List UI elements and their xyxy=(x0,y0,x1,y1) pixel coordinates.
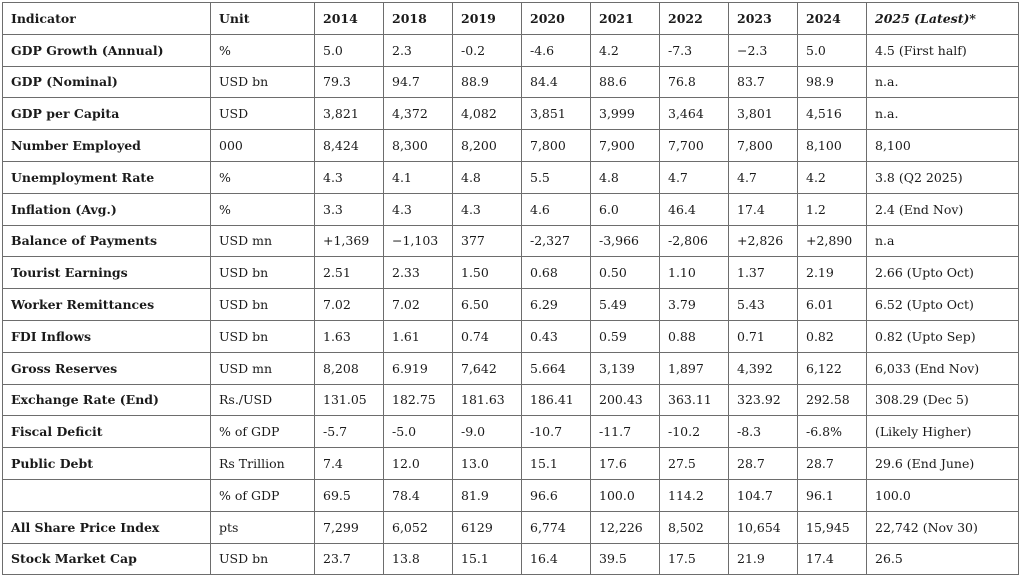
value-cell: 10,654 xyxy=(729,511,798,543)
value-cell: 6.0 xyxy=(591,193,660,225)
value-cell: -2,806 xyxy=(660,225,729,257)
header-cell-year: 2024 xyxy=(798,3,867,35)
indicator-cell: Worker Remittances xyxy=(3,289,211,321)
value-cell: 17.4 xyxy=(798,543,867,575)
value-cell: 4.2 xyxy=(591,34,660,66)
latest-value-cell: (Likely Higher) xyxy=(867,416,1019,448)
indicator-cell: All Share Price Index xyxy=(3,511,211,543)
value-cell: 6.919 xyxy=(384,352,453,384)
value-cell: 4,082 xyxy=(453,98,522,130)
value-cell: 28.7 xyxy=(729,448,798,480)
value-cell: 4,372 xyxy=(384,98,453,130)
table-row xyxy=(3,257,1019,289)
value-cell: 6129 xyxy=(453,511,522,543)
value-cell: -6.8% xyxy=(798,416,867,448)
header-cell-year: 2020 xyxy=(522,3,591,35)
value-cell: 3,464 xyxy=(660,98,729,130)
value-cell: 39.5 xyxy=(591,543,660,575)
value-cell: -9.0 xyxy=(453,416,522,448)
value-cell: 17.4 xyxy=(729,193,798,225)
value-cell: 88.6 xyxy=(591,66,660,98)
value-cell: 4.3 xyxy=(384,193,453,225)
value-cell: 98.9 xyxy=(798,66,867,98)
value-cell: 4.2 xyxy=(798,161,867,193)
latest-value-cell: 6,033 (End Nov) xyxy=(867,352,1019,384)
indicator-cell: Fiscal Deficit xyxy=(3,416,211,448)
value-cell: -10.2 xyxy=(660,416,729,448)
table-row xyxy=(3,448,1019,480)
value-cell: 6,774 xyxy=(522,511,591,543)
latest-value-cell: 8,100 xyxy=(867,130,1019,162)
value-cell: 1.61 xyxy=(384,320,453,352)
value-cell: 2.19 xyxy=(798,257,867,289)
unit-cell: % of GDP xyxy=(211,479,315,511)
indicator-cell: FDI Inflows xyxy=(3,320,211,352)
value-cell: −1,103 xyxy=(384,225,453,257)
value-cell: 3,801 xyxy=(729,98,798,130)
value-cell: 83.7 xyxy=(729,66,798,98)
value-cell: -2,327 xyxy=(522,225,591,257)
value-cell: 79.3 xyxy=(315,66,384,98)
value-cell: 8,208 xyxy=(315,352,384,384)
value-cell: 3,139 xyxy=(591,352,660,384)
value-cell: 5.664 xyxy=(522,352,591,384)
value-cell: -10.7 xyxy=(522,416,591,448)
indicator-cell: GDP per Capita xyxy=(3,98,211,130)
value-cell: 0.74 xyxy=(453,320,522,352)
unit-cell: USD bn xyxy=(211,257,315,289)
value-cell: 7,800 xyxy=(729,130,798,162)
table-row xyxy=(3,130,1019,162)
unit-cell: % xyxy=(211,193,315,225)
value-cell: 84.4 xyxy=(522,66,591,98)
value-cell: 2.3 xyxy=(384,34,453,66)
value-cell: 7,700 xyxy=(660,130,729,162)
value-cell: 5.49 xyxy=(591,289,660,321)
value-cell: 0.68 xyxy=(522,257,591,289)
unit-cell: USD bn xyxy=(211,66,315,98)
header-cell-latest: 2025 (Latest)* xyxy=(867,3,1019,35)
value-cell: -3,966 xyxy=(591,225,660,257)
value-cell: 3,851 xyxy=(522,98,591,130)
latest-value-cell: 2.66 (Upto Oct) xyxy=(867,257,1019,289)
indicator-cell: Public Debt xyxy=(3,448,211,480)
value-cell: 1.50 xyxy=(453,257,522,289)
value-cell: 27.5 xyxy=(660,448,729,480)
table-row xyxy=(3,34,1019,66)
value-cell: 17.5 xyxy=(660,543,729,575)
value-cell: 8,100 xyxy=(798,130,867,162)
value-cell: 13.8 xyxy=(384,543,453,575)
value-cell: 4.7 xyxy=(660,161,729,193)
value-cell: 8,300 xyxy=(384,130,453,162)
indicator-cell: Gross Reserves xyxy=(3,352,211,384)
value-cell: 7.02 xyxy=(384,289,453,321)
unit-cell: USD bn xyxy=(211,543,315,575)
indicator-cell: Inflation (Avg.) xyxy=(3,193,211,225)
value-cell: 12,226 xyxy=(591,511,660,543)
value-cell: 363.11 xyxy=(660,384,729,416)
value-cell: 181.63 xyxy=(453,384,522,416)
value-cell: 46.4 xyxy=(660,193,729,225)
value-cell: 3,999 xyxy=(591,98,660,130)
indicator-cell: Exchange Rate (End) xyxy=(3,384,211,416)
table-row xyxy=(3,416,1019,448)
unit-cell: USD bn xyxy=(211,320,315,352)
latest-value-cell: 4.5 (First half) xyxy=(867,34,1019,66)
value-cell: +2,890 xyxy=(798,225,867,257)
value-cell: 4.6 xyxy=(522,193,591,225)
value-cell: 0.59 xyxy=(591,320,660,352)
value-cell: 186.41 xyxy=(522,384,591,416)
value-cell: 1.63 xyxy=(315,320,384,352)
value-cell: 6,122 xyxy=(798,352,867,384)
unit-cell: 000 xyxy=(211,130,315,162)
value-cell: 1.10 xyxy=(660,257,729,289)
value-cell: 5.0 xyxy=(315,34,384,66)
value-cell: 15.1 xyxy=(522,448,591,480)
value-cell: +1,369 xyxy=(315,225,384,257)
value-cell: 3.79 xyxy=(660,289,729,321)
value-cell: 12.0 xyxy=(384,448,453,480)
latest-value-cell: 29.6 (End June) xyxy=(867,448,1019,480)
indicator-cell xyxy=(3,479,211,511)
latest-value-cell: n.a xyxy=(867,225,1019,257)
value-cell: 4.8 xyxy=(453,161,522,193)
value-cell: 23.7 xyxy=(315,543,384,575)
unit-cell: % of GDP xyxy=(211,416,315,448)
value-cell: 292.58 xyxy=(798,384,867,416)
value-cell: -4.6 xyxy=(522,34,591,66)
value-cell: 16.4 xyxy=(522,543,591,575)
value-cell: -7.3 xyxy=(660,34,729,66)
header-cell-year: 2022 xyxy=(660,3,729,35)
value-cell: 0.43 xyxy=(522,320,591,352)
header-cell-year: 2014 xyxy=(315,3,384,35)
value-cell: 21.9 xyxy=(729,543,798,575)
indicator-cell: GDP (Nominal) xyxy=(3,66,211,98)
value-cell: 15,945 xyxy=(798,511,867,543)
unit-cell: Rs./USD xyxy=(211,384,315,416)
value-cell: +2,826 xyxy=(729,225,798,257)
value-cell: 7.4 xyxy=(315,448,384,480)
value-cell: 7.02 xyxy=(315,289,384,321)
unit-cell: USD xyxy=(211,98,315,130)
header-cell-year: 2018 xyxy=(384,3,453,35)
table-row xyxy=(3,225,1019,257)
value-cell: 96.6 xyxy=(522,479,591,511)
value-cell: 1,897 xyxy=(660,352,729,384)
value-cell: 6.29 xyxy=(522,289,591,321)
indicator-table-wrapper xyxy=(2,2,1019,575)
value-cell: 0.82 xyxy=(798,320,867,352)
table-row xyxy=(3,352,1019,384)
header-cell-year: 2023 xyxy=(729,3,798,35)
value-cell: 131.05 xyxy=(315,384,384,416)
indicator-cell: GDP Growth (Annual) xyxy=(3,34,211,66)
value-cell: 7,642 xyxy=(453,352,522,384)
table-row xyxy=(3,98,1019,130)
value-cell: 4.7 xyxy=(729,161,798,193)
value-cell: 4,516 xyxy=(798,98,867,130)
value-cell: 69.5 xyxy=(315,479,384,511)
value-cell: 377 xyxy=(453,225,522,257)
latest-value-cell: 6.52 (Upto Oct) xyxy=(867,289,1019,321)
value-cell: 2.51 xyxy=(315,257,384,289)
value-cell: 76.8 xyxy=(660,66,729,98)
value-cell: −2.3 xyxy=(729,34,798,66)
value-cell: 8,502 xyxy=(660,511,729,543)
table-row xyxy=(3,511,1019,543)
indicator-cell: Unemployment Rate xyxy=(3,161,211,193)
indicator-cell: Tourist Earnings xyxy=(3,257,211,289)
table-row xyxy=(3,66,1019,98)
value-cell: 6.50 xyxy=(453,289,522,321)
value-cell: 6.01 xyxy=(798,289,867,321)
value-cell: 4,392 xyxy=(729,352,798,384)
value-cell: 4.8 xyxy=(591,161,660,193)
value-cell: 0.50 xyxy=(591,257,660,289)
indicator-cell: Stock Market Cap xyxy=(3,543,211,575)
unit-cell: Rs Trillion xyxy=(211,448,315,480)
value-cell: 4.1 xyxy=(384,161,453,193)
value-cell: 7,900 xyxy=(591,130,660,162)
latest-value-cell: n.a. xyxy=(867,66,1019,98)
value-cell: 114.2 xyxy=(660,479,729,511)
header-cell-year: 2019 xyxy=(453,3,522,35)
value-cell: 104.7 xyxy=(729,479,798,511)
value-cell: 78.4 xyxy=(384,479,453,511)
value-cell: -0.2 xyxy=(453,34,522,66)
table-header-row xyxy=(3,3,1019,35)
latest-value-cell: 26.5 xyxy=(867,543,1019,575)
value-cell: 182.75 xyxy=(384,384,453,416)
unit-cell: USD bn xyxy=(211,289,315,321)
value-cell: 2.33 xyxy=(384,257,453,289)
latest-value-cell: n.a. xyxy=(867,98,1019,130)
header-cell-indicator: Indicator xyxy=(3,3,211,35)
table-row xyxy=(3,289,1019,321)
economic-indicators-table xyxy=(2,2,1019,575)
value-cell: 5.5 xyxy=(522,161,591,193)
value-cell: 6,052 xyxy=(384,511,453,543)
value-cell: 3.3 xyxy=(315,193,384,225)
value-cell: -5.0 xyxy=(384,416,453,448)
unit-cell: % xyxy=(211,161,315,193)
unit-cell: pts xyxy=(211,511,315,543)
value-cell: 15.1 xyxy=(453,543,522,575)
value-cell: 3,821 xyxy=(315,98,384,130)
latest-value-cell: 308.29 (Dec 5) xyxy=(867,384,1019,416)
table-body xyxy=(3,34,1019,575)
table-row xyxy=(3,320,1019,352)
value-cell: 88.9 xyxy=(453,66,522,98)
value-cell: 94.7 xyxy=(384,66,453,98)
value-cell: 4.3 xyxy=(453,193,522,225)
value-cell: 96.1 xyxy=(798,479,867,511)
value-cell: 5.0 xyxy=(798,34,867,66)
indicator-cell: Number Employed xyxy=(3,130,211,162)
value-cell: 200.43 xyxy=(591,384,660,416)
value-cell: 17.6 xyxy=(591,448,660,480)
value-cell: 1.37 xyxy=(729,257,798,289)
value-cell: 100.0 xyxy=(591,479,660,511)
table-row xyxy=(3,193,1019,225)
value-cell: 0.71 xyxy=(729,320,798,352)
value-cell: 8,424 xyxy=(315,130,384,162)
latest-value-cell: 100.0 xyxy=(867,479,1019,511)
table-row xyxy=(3,479,1019,511)
value-cell: 28.7 xyxy=(798,448,867,480)
unit-cell: USD mn xyxy=(211,352,315,384)
value-cell: 0.88 xyxy=(660,320,729,352)
value-cell: 5.43 xyxy=(729,289,798,321)
latest-value-cell: 0.82 (Upto Sep) xyxy=(867,320,1019,352)
value-cell: 4.3 xyxy=(315,161,384,193)
table-row xyxy=(3,161,1019,193)
value-cell: -8.3 xyxy=(729,416,798,448)
value-cell: 8,200 xyxy=(453,130,522,162)
value-cell: -5.7 xyxy=(315,416,384,448)
header-cell-unit: Unit xyxy=(211,3,315,35)
value-cell: 7,800 xyxy=(522,130,591,162)
value-cell: 13.0 xyxy=(453,448,522,480)
table-row xyxy=(3,543,1019,575)
latest-value-cell: 22,742 (Nov 30) xyxy=(867,511,1019,543)
value-cell: -11.7 xyxy=(591,416,660,448)
latest-value-cell: 2.4 (End Nov) xyxy=(867,193,1019,225)
unit-cell: % xyxy=(211,34,315,66)
value-cell: 7,299 xyxy=(315,511,384,543)
header-cell-year: 2021 xyxy=(591,3,660,35)
indicator-cell: Balance of Payments xyxy=(3,225,211,257)
value-cell: 1.2 xyxy=(798,193,867,225)
value-cell: 323.92 xyxy=(729,384,798,416)
unit-cell: USD mn xyxy=(211,225,315,257)
table-row xyxy=(3,384,1019,416)
latest-value-cell: 3.8 (Q2 2025) xyxy=(867,161,1019,193)
value-cell: 81.9 xyxy=(453,479,522,511)
